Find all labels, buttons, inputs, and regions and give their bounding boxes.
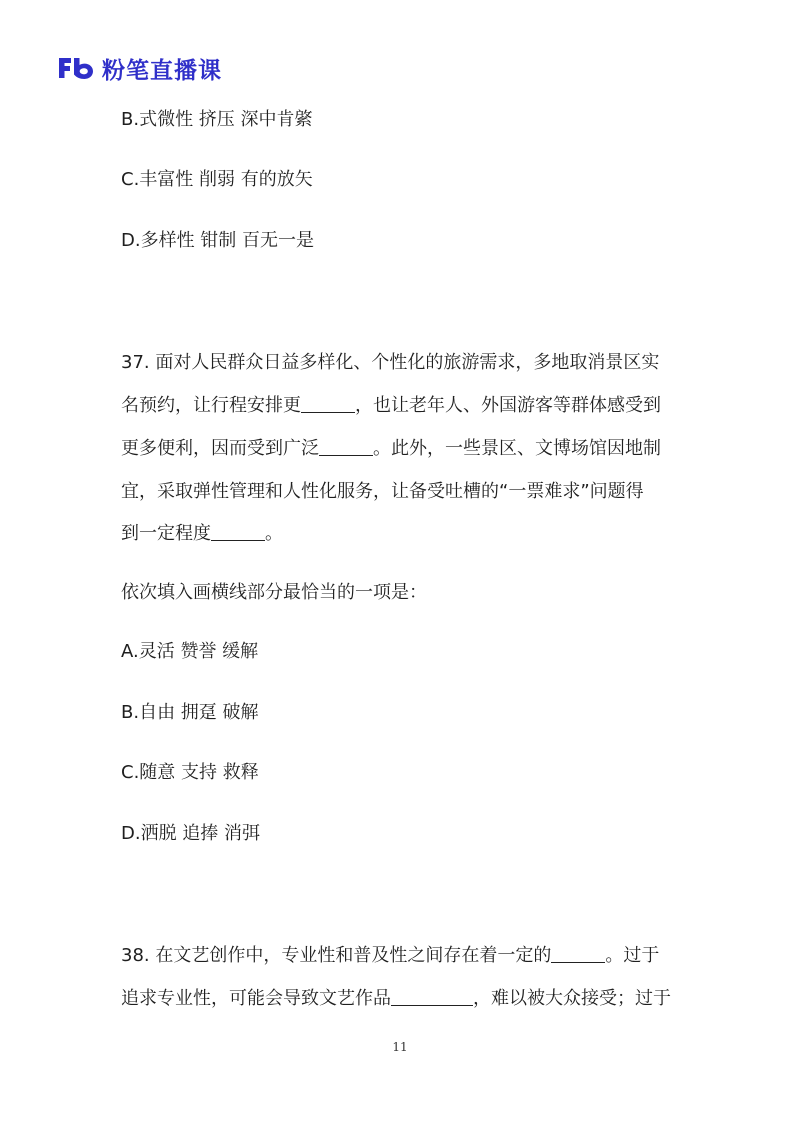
header [56,52,222,84]
q37-stem-line-4: 宜，采取弹性管理和人性化服务，让备受吐槽的“一票难求”问题得 [121,481,644,502]
q36-option-b: B.式微性 挤压 深中肯綮 [121,109,313,130]
q36-option-c: C.丰富性 削弱 有的放矢 [121,169,313,190]
q37-option-d: D.洒脱 追捧 消弭 [121,823,261,844]
q37-stem-text: ，也让老年人、外国游客等群体感受到 [355,395,661,416]
q36-option-d: D.多样性 钳制 百无一是 [121,230,315,251]
q37-stem-line-2 [121,393,661,419]
answer-blank [319,437,373,456]
q37-option-a: A.灵活 赞誉 缓解 [121,641,259,662]
q37-stem-text: 更多便利，因而受到广泛 [121,438,319,459]
q37-instruction: 依次填入画横线部分最恰当的一项是： [121,582,427,603]
q38-stem-text: 。过于 [605,945,660,966]
q37-stem-line-5 [121,521,283,547]
q37-stem-line-1: 37. 面对人民群众日益多样化、个性化的旅游需求，多地取消景区实 [121,352,660,373]
q37-option-b: B.自由 拥趸 破解 [121,702,259,723]
q38-stem-text: 追求专业性，可能会导致文艺作品 [121,988,391,1009]
q37-stem-line-3 [121,436,661,462]
answer-blank [391,987,473,1006]
q37-option-c: C.随意 支持 救释 [121,762,259,783]
q37-stem-text: 名预约，让行程安排更 [121,395,301,416]
answer-blank [551,944,605,963]
q38-stem-line-2 [121,986,671,1012]
answer-blank [211,522,265,541]
q37-stem-text: 。 [265,523,283,544]
q37-stem-text: 。此外，一些景区、文博场馆因地制 [373,438,661,459]
q38-stem-line-1 [121,943,659,969]
page-number: 11 [392,1040,408,1054]
fenbi-logo-icon [56,55,96,81]
q38-stem-text: 38. 在文艺创作中，专业性和普及性之间存在着一定的 [121,945,552,966]
answer-blank [301,394,355,413]
brand-text: 粉笔直播课 [102,57,222,84]
q38-stem-text: ，难以被大众接受；过于 [473,988,671,1009]
q37-stem-text: 到一定程度 [121,523,211,544]
